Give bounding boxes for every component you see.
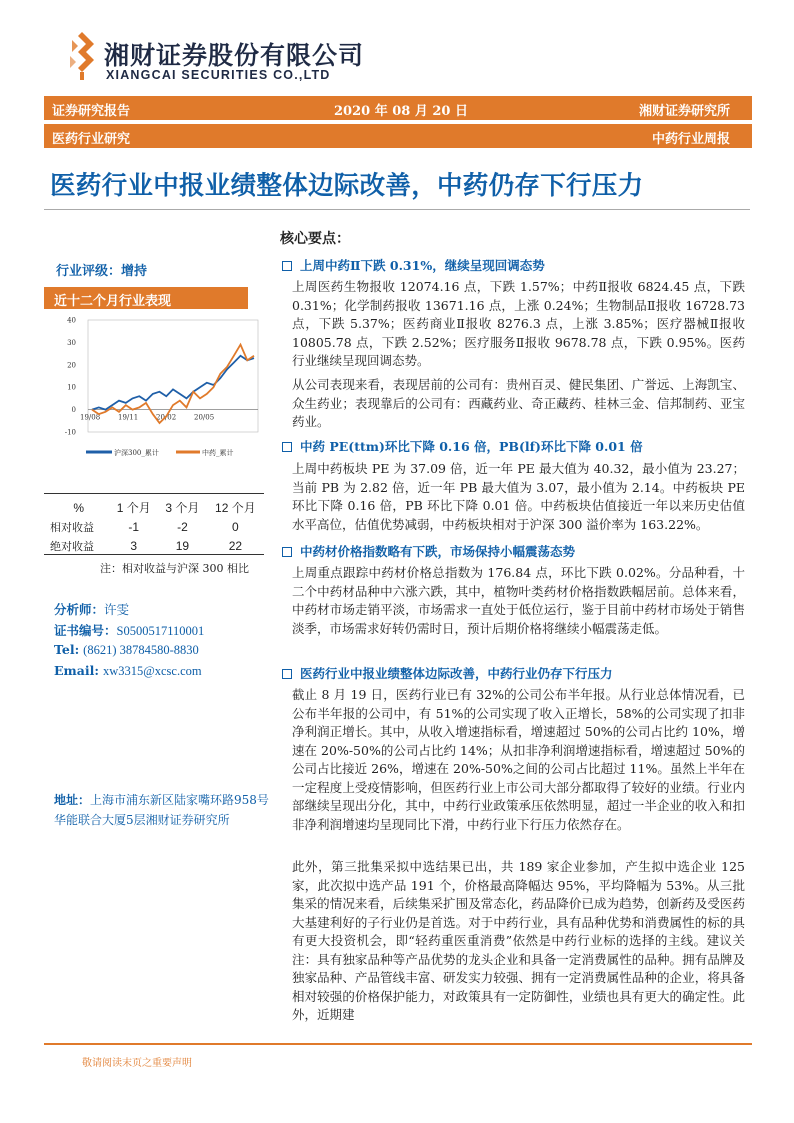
report-series: 中药行业周报 — [651, 132, 730, 147]
section-4-para-1: 截止 8 月 19 日，医药行业已有 32%的公司公布半年报。从行业总体情况看，已公布半年报的公司中，有 51%的公司实现了收入正增长，58%的公司实现了扣非净利润正增长。其中，从收入增速指标看，增速超过 50%的公司占比约 10%，增速在 20%-50%的公司占比约 14%；从扣非净利润增速指标看，增速超过 50%的公司占比接近 26%，增速在 20%-50%之间的公司占比超过 11%。虽然上半年在一定程度上受疫情影响，但医药行业上市公司大部分都取得了较好的业绩。行业内部继续呈现出分化，其中，中药行业政策承压依然明显，超过一半企业的收入和扣非净利润增速均呈现同比下滑，中药行业下行压力依然存在。 — [292, 687, 745, 832]
footer-rule — [44, 1043, 752, 1045]
table-header: % — [73, 500, 85, 515]
checkbox-icon — [282, 261, 292, 271]
section-heading-1: 上周中药Ⅱ下跌 0.31%，继续呈现回调态势 — [282, 256, 545, 274]
section-heading-2: 中药 PE(ttm)环比下降 0.16 倍，PB(lf)环比下降 0.01 倍 — [282, 437, 643, 455]
series-line-tcm — [92, 345, 254, 423]
section-1-para-1: 上周医药生物报收 12074.16 点，下跌 1.57%；中药Ⅱ报收 6824.45 点，下跌 0.31%；化学制药报收 13671.16 点，上涨 0.24%；生物制品Ⅱ报收 16728.73 点，下跌 5.37%；医药商业Ⅱ报收 8276.3 点，上涨 3.85%；医疗器械Ⅱ报收 10805.78 点，下跌 2.52%；医疗服务Ⅱ报收 9678.78 点，下跌 0.95%。医药行业继续呈现回调态势。 — [292, 279, 745, 368]
checkbox-icon — [282, 547, 292, 557]
company-name-cn: 湘财证券股份有限公司 — [104, 41, 365, 70]
y-tick-label: -10 — [64, 428, 76, 437]
footer-disclaimer: 敬请阅读末页之重要声明 — [82, 1058, 192, 1069]
table-top-rule — [44, 493, 264, 494]
email-label: Email: — [54, 663, 99, 678]
tel-label: Tel: — [54, 642, 80, 657]
x-tick-label: 20/05 — [194, 413, 215, 422]
core-points-heading: 核心要点： — [280, 231, 350, 247]
analyst-label: 分析师： — [54, 602, 105, 617]
table-header: 1 个月 — [116, 501, 151, 515]
cert-label: 证书编号： — [54, 623, 117, 638]
legend-label-hs300: 沪深300_累计 — [114, 449, 159, 457]
performance-table — [48, 498, 264, 555]
checkbox-icon — [282, 442, 292, 452]
row-label: 相对收益 — [50, 520, 94, 534]
table-cell: -1 — [128, 519, 140, 534]
research-field: 医药行业研究 — [52, 132, 131, 147]
table-row — [48, 517, 264, 536]
email-line — [54, 663, 202, 679]
table-row — [48, 536, 264, 555]
cert-line — [54, 621, 204, 639]
cert-number: S0500517110001 — [116, 624, 205, 638]
row-label: 绝对收益 — [50, 539, 94, 553]
address-text: 上海市浦东新区陆家嘴环路958号华能联合大厦5层湘财证券研究所 — [54, 793, 269, 827]
header-bar-top — [44, 96, 752, 120]
report-date: 2020 年 08 月 20 日 — [334, 104, 468, 119]
table-cell: 19 — [175, 538, 190, 553]
title-divider — [44, 209, 750, 210]
section-heading-4: 医药行业中报业绩整体边际改善，中药行业仍存下行压力 — [282, 664, 613, 682]
address-block — [54, 790, 269, 830]
section-3-para-1: 上周重点跟踪中药材价格总指数为 176.84 点，环比下跌 0.02%。分品种看，十二个中药材品种中六涨六跌，其中，植物叶类药材价格指数跌幅居前。总体来看，中药材市场走销平淡，市场需求一直处于低位运行，鉴于目前中药材市场处于销售淡季，市场需求好转仍需时日，预计后期价格将继续小幅震荡走低。 — [292, 565, 745, 636]
tel-line — [54, 642, 199, 658]
x-tick-label: 20/02 — [156, 413, 177, 422]
table-cell: 3 — [130, 538, 138, 553]
table-cell: -2 — [177, 519, 188, 534]
institute-name: 湘财证券研究所 — [638, 104, 730, 119]
y-tick-label: 0 — [71, 406, 76, 415]
company-logo-icon — [64, 30, 100, 82]
table-header-row — [48, 498, 264, 517]
performance-header: 近十二个月行业表现 — [44, 287, 248, 309]
address-label: 地址： — [54, 793, 91, 807]
y-tick-label: 40 — [67, 316, 76, 325]
y-tick-label: 30 — [67, 338, 76, 347]
x-tick-label: 19/08 — [80, 413, 101, 422]
email-address[interactable]: xw3315@xcsc.com — [102, 664, 202, 678]
section-2-para-1: 上周中药板块 PE 为 37.09 倍，近一年 PE 最大值为 40.32，最小值为 23.27；当前 PB 为 2.82 倍，近一年 PB 最大值为 3.07，最小值为 2.14。中药板块 PE 环比下降 0.16 倍，PB 环比下降 0.01 倍。中药板块估值接近一年以来历史估值水平高位，估值优势减弱，中药板块相对于沪深 300 溢价率为 163.22%。 — [292, 461, 745, 532]
tel-number: (8621) 38784580-8830 — [83, 643, 199, 657]
table-header: 12 个月 — [215, 501, 256, 515]
table-header: 3 个月 — [165, 501, 200, 515]
legend-label-tcm: 中药_累计 — [202, 449, 234, 457]
table-cell: 0 — [232, 519, 239, 534]
industry-rating: 行业评级：增持 — [56, 264, 148, 279]
table-cell: 22 — [228, 538, 243, 553]
x-tick-label: 19/11 — [118, 413, 139, 422]
page-title: 医药行业中报业绩整体边际改善，中药仍存下行压力 — [50, 171, 644, 201]
section-1-para-2: 从公司表现来看，表现居前的公司有：贵州百灵、健民集团、广誉远、上海凯宝、众生药业；表现靠后的公司有：西藏药业、奇正藏药、桂林三金、信邦制药、亚宝药业。 — [292, 377, 745, 429]
performance-chart — [50, 316, 264, 466]
table-bottom-rule — [44, 554, 264, 555]
header-bar-bottom — [44, 124, 752, 148]
company-name-en: XIANGCAI SECURITIES CO.,LTD — [106, 68, 331, 82]
section-4-para-2: 此外，第三批集采拟中选结果已出，共 189 家企业参加，产生拟中选企业 125 家，此次拟中选产品 191 个，价格最高降幅达 95%，平均降幅为 53%。从三批集采的情况来看，后续集采扩围及常态化，药品降价已成为趋势，创新药及受医药大基建利好的子行业仍是首选。对于中药行业，具有品种优势和消费属性的标的具有更大投资机会，即“轻药重医重消费”依然是中药行业标的选择的主线。建议关注：具有独家品种等产品优势的龙头企业和具备一定消费属性的品种。拥有品牌及独家品种、产品管线丰富、研发实力较强、拥有一定消费属性品种的企业，将具备相对较强的价格保护能力，对政策具有一定防御性，业绩也具有更大的确定性。此外，近期建 — [292, 859, 745, 1022]
y-tick-label: 20 — [67, 361, 76, 370]
checkbox-icon — [282, 669, 292, 679]
y-tick-label: 10 — [67, 383, 76, 392]
report-type: 证券研究报告 — [52, 104, 131, 119]
analyst-name-line — [54, 600, 129, 618]
analyst-name: 许雯 — [104, 603, 130, 617]
section-heading-3: 中药材价格指数略有下跌，市场保持小幅震荡态势 — [282, 542, 575, 560]
table-note: 注：相对收益与沪深 300 相比 — [100, 562, 249, 575]
